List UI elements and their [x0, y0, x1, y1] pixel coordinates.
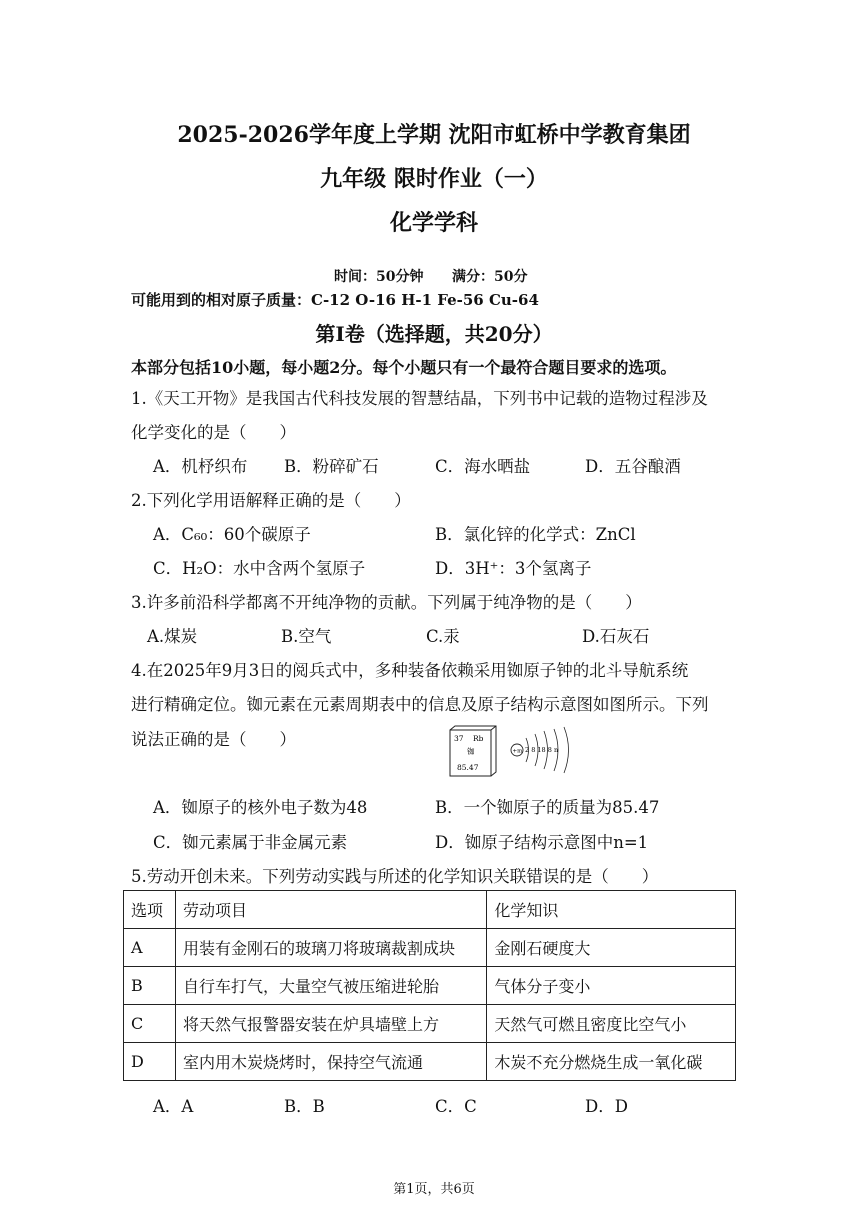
table-cell: 天然气可燃且密度比空气小: [487, 1005, 736, 1043]
element-name: 铷: [467, 747, 475, 756]
q4-option-c: C．铷元素属于非金属元素: [153, 833, 348, 852]
section-instructions: 本部分包括10小题，每小题2分。每个小题只有一个最符合题目要求的选项。: [131, 358, 677, 377]
rubidium-figure: [446, 724, 596, 780]
exam-title-line1: 2025-2026学年度上学期 沈阳市虹桥中学教育集团: [177, 122, 691, 148]
q5-stem: 5.劳动开创未来。下列劳动实践与所述的化学知识关联错误的是（ ）: [131, 867, 659, 886]
q5-option-d: D．D: [585, 1097, 628, 1116]
q1-option-a: A．机杼织布: [153, 457, 248, 476]
atomic-number: 37: [454, 734, 464, 743]
nuclear-charge: +m: [512, 748, 523, 755]
q2-option-c: C．H₂O：水中含两个氢原子: [153, 559, 366, 578]
q4-stem-line2: 进行精确定位。铷元素在元素周期表中的信息及原子结构示意图如图所示。下列: [131, 695, 709, 714]
q1-stem-line2: 化学变化的是（ ）: [131, 423, 296, 442]
subject-title: 化学学科: [389, 210, 478, 236]
q5-option-b: B．B: [284, 1097, 325, 1116]
table-cell: 将天然气报警器安装在炉具墙壁上方: [175, 1005, 486, 1043]
q5-table: [123, 890, 736, 1081]
q5-option-c: C．C: [435, 1097, 477, 1116]
score-info: 满分：50分: [452, 269, 528, 285]
table-cell: 室内用木炭烧烤时，保持空气流通: [175, 1043, 486, 1081]
q4-stem-line1: 4.在2025年9月3日的阅兵式中，多种装备依赖采用铷原子钟的北斗导航系统: [131, 661, 689, 680]
table-header-cell: 化学知识: [487, 891, 736, 929]
q2-option-b: B．氯化锌的化学式：ZnCl: [435, 525, 636, 544]
table-row: [124, 1005, 736, 1043]
table-cell: B: [124, 967, 176, 1005]
q3-option-b: B.空气: [281, 627, 332, 646]
electron-shells: 2 8 18 8 n: [525, 746, 559, 754]
table-cell: 气体分子变小: [487, 967, 736, 1005]
table-header-cell: 劳动项目: [175, 891, 486, 929]
rubidium-diagram: [446, 724, 596, 780]
q4-stem-line3: 说法正确的是（ ）: [131, 730, 296, 749]
q1-stem-line1: 1.《天工开物》是我国古代科技发展的智慧结晶，下列书中记载的造物过程涉及: [131, 389, 708, 408]
q3-option-c: C.汞: [426, 627, 460, 646]
q2-option-a: A．C₆₀：60个碳原子: [153, 525, 311, 544]
table-cell: 金刚石硬度大: [487, 929, 736, 967]
table-cell: D: [124, 1043, 176, 1081]
exam-title-line2: 九年级 限时作业（一）: [320, 166, 548, 192]
q4-option-d: D．铷原子结构示意图中n=1: [435, 833, 649, 852]
table-header-row: [124, 891, 736, 929]
table-header-cell: 选项: [124, 891, 176, 929]
q5-option-a: A．A: [153, 1097, 194, 1116]
q3-option-a: A.煤炭: [147, 627, 198, 646]
table-cell: 木炭不充分燃烧生成一氧化碳: [487, 1043, 736, 1081]
table-cell: 用装有金刚石的玻璃刀将玻璃裁割成块: [175, 929, 486, 967]
section-title: 第I卷（选择题，共20分）: [315, 322, 553, 346]
atomic-masses: 可能用到的相对原子质量：C-12 O-16 H-1 Fe-56 Cu-64: [131, 291, 539, 309]
page-number: 第1页，共6页: [393, 1182, 475, 1197]
table-row: [124, 967, 736, 1005]
q1-option-c: C．海水晒盐: [435, 457, 531, 476]
q4-option-a: A．铷原子的核外电子数为48: [153, 798, 368, 817]
q3-option-d: D.石灰石: [582, 627, 650, 646]
table-cell: 自行车打气，大量空气被压缩进轮胎: [175, 967, 486, 1005]
table-cell: A: [124, 929, 176, 967]
q2-stem: 2.下列化学用语解释正确的是（ ）: [131, 491, 411, 510]
q2-option-d: D．3H⁺：3个氢离子: [435, 559, 592, 578]
q4-option-b: B．一个铷原子的质量为85.47: [435, 798, 660, 817]
atomic-mass: 85.47: [457, 763, 479, 772]
q3-stem: 3.许多前沿科学都离不开纯净物的贡献。下列属于纯净物的是（ ）: [131, 593, 642, 612]
table-cell: C: [124, 1005, 176, 1043]
time-info: 时间：50分钟: [334, 269, 424, 285]
table-row: [124, 1043, 736, 1081]
table-row: [124, 929, 736, 967]
element-symbol: Rb: [473, 734, 484, 743]
q1-option-d: D．五谷酿酒: [585, 457, 681, 476]
q1-option-b: B．粉碎矿石: [284, 457, 379, 476]
